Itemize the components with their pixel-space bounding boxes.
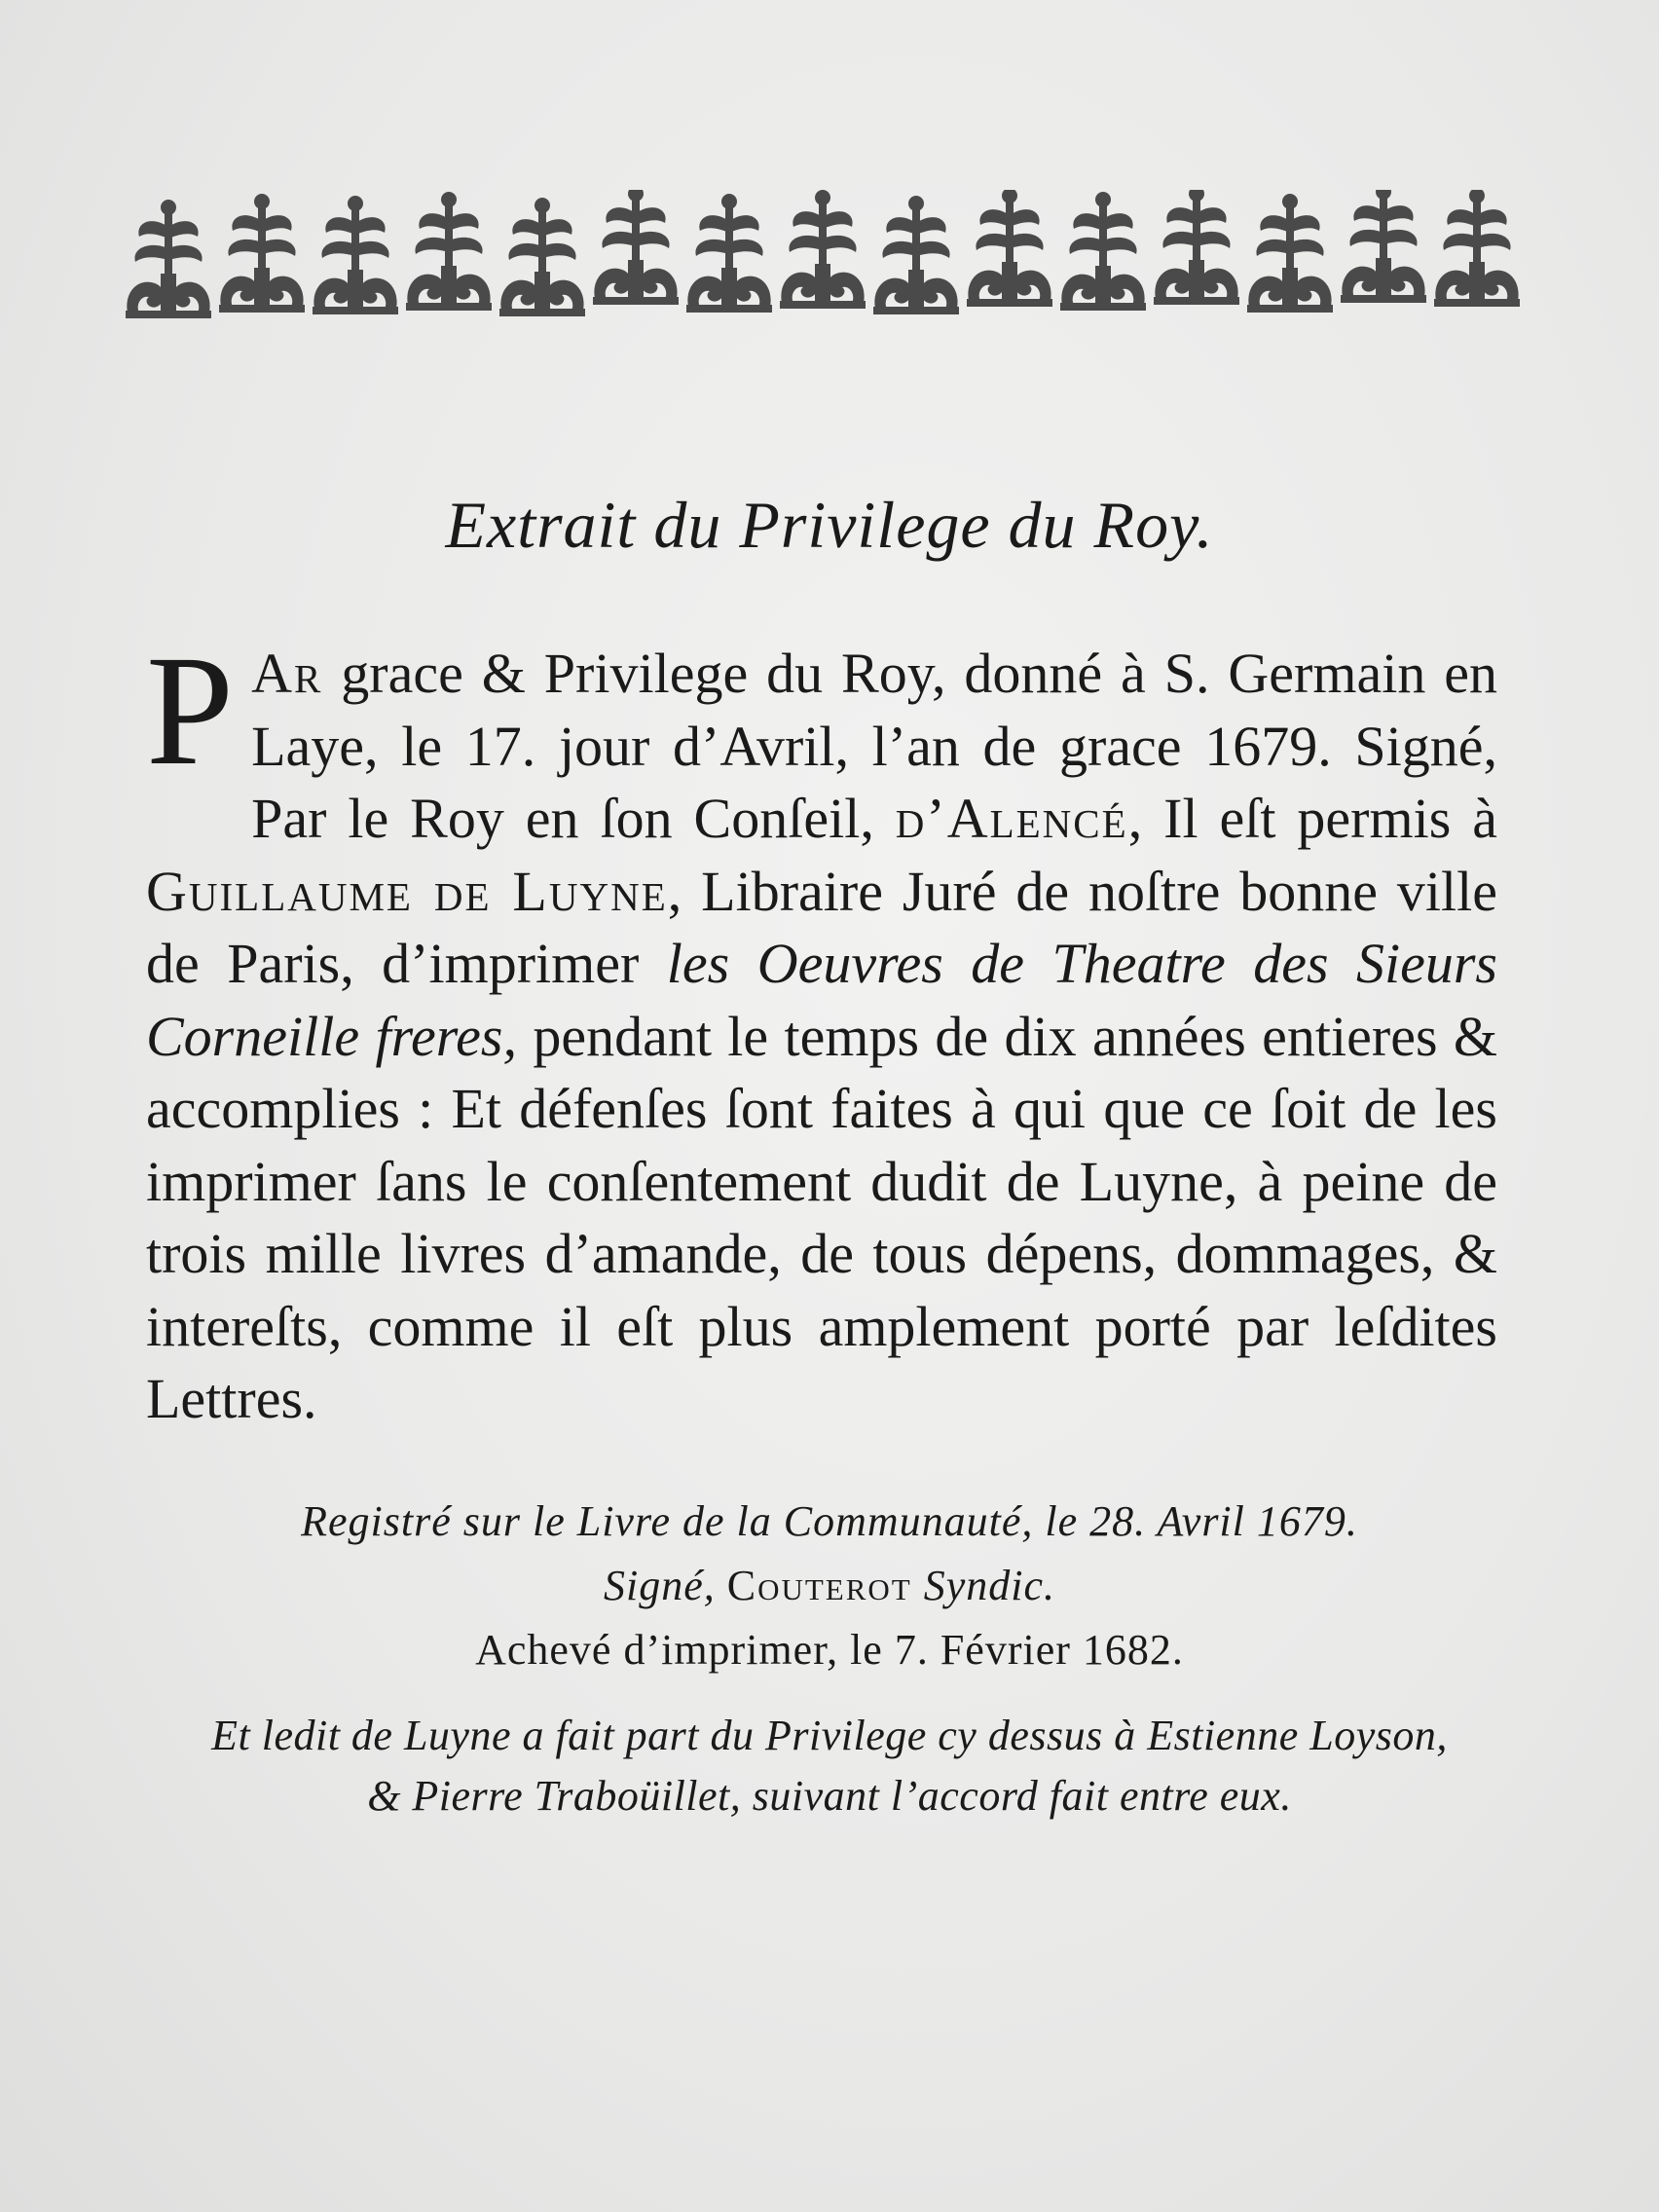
drop-cap: P bbox=[146, 624, 235, 798]
fleuron-border-icon bbox=[122, 190, 1524, 336]
signature-line bbox=[0, 1554, 1659, 1618]
work-title: les Oeuvres de Theatre des Sieurs Corneille freres, bbox=[146, 932, 1497, 1068]
transfer-note bbox=[136, 1706, 1523, 1826]
page-title: Extrait du Privilege du Roy. bbox=[445, 488, 1214, 562]
publisher-name: Guillaume de Luyne bbox=[146, 859, 668, 923]
text-segment: , Il eſt permis à bbox=[1127, 787, 1497, 850]
text-segment: Ar bbox=[251, 642, 323, 705]
syndic-name: Couterot bbox=[726, 1562, 912, 1609]
text-segment: grace & Privilege du Roy, donné à S. Germain en Laye, le 17. jour d’Avril, l’an de grace 1679. Signé, Par le Roy en ſon Conſeil, bbox=[251, 642, 1497, 850]
signatory-name: d’Alencé bbox=[895, 787, 1128, 850]
syndic-title: Syndic. bbox=[911, 1562, 1056, 1609]
printing-date-line: Achevé d’imprimer, le 7. Février 1682. bbox=[475, 1626, 1184, 1674]
registration-line: Registré sur le Livre de la Communauté, le 28. Avril 1679. bbox=[301, 1497, 1358, 1545]
note-line: Et ledit de Luyne a fait part du Privilege cy dessus à Estienne Loyson, bbox=[211, 1712, 1448, 1759]
registration-block bbox=[0, 1490, 1659, 1682]
text-segment: , Libraire Juré de noſtre bonne ville de Paris, d’imprimer bbox=[146, 859, 1497, 995]
note-line: & Pierre Traboüillet, suivant l’accord fait entre eux. bbox=[367, 1772, 1292, 1820]
privilege-text bbox=[146, 624, 1497, 1436]
text-segment: pendant le temps de dix années entieres & accomplies : Et défenſes ſont faites à qui que ce ſoit de les imprimer ſans le conſentement dudit de Luyne, à peine de trois mille livres d’amande, de tous dépens, dommages, & intereſts, comme il eſt plus amplement porté par leſdites Lettres. bbox=[146, 1004, 1497, 1430]
signature-label: Signé, bbox=[603, 1562, 727, 1609]
